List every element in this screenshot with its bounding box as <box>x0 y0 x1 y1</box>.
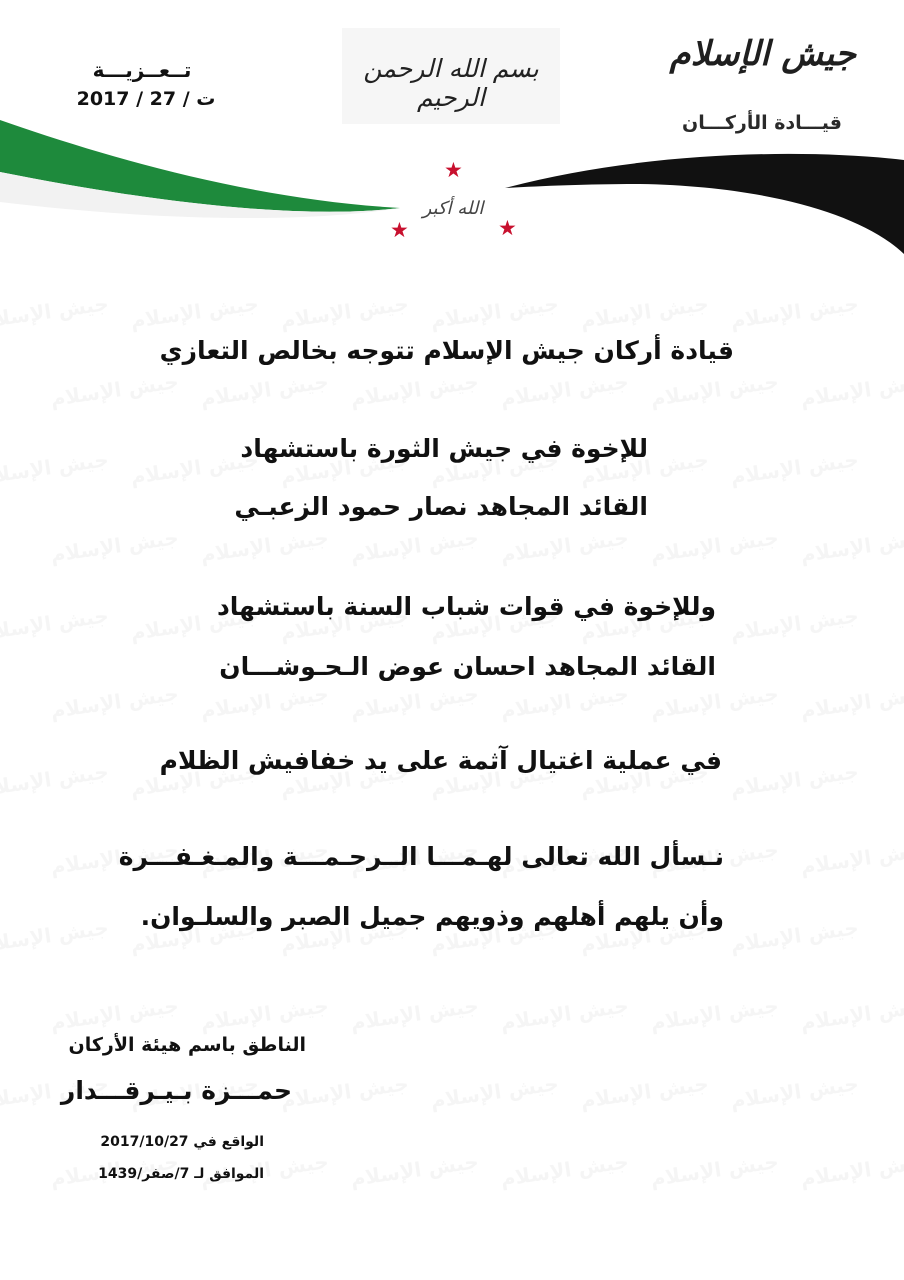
watermark-logo <box>349 369 480 411</box>
watermark-logo <box>499 525 630 567</box>
watermark-logo <box>579 291 710 333</box>
flag-swoosh-graphic <box>0 112 904 272</box>
watermark-logo <box>0 759 110 801</box>
statement-line-6: نـسأل الله تعالى لهـمـــا الــرحـمـــة والمـغـفـــرة <box>118 842 724 871</box>
red-star-icon: ★ <box>390 218 409 242</box>
takbir-calligraphy: الله أكبر <box>422 198 484 219</box>
statement-line-3: وللإخوة في قوات شباب السنة باستشهاد <box>216 592 716 621</box>
watermark-logo <box>649 1149 780 1191</box>
watermark-logo <box>799 681 904 723</box>
watermark-logo <box>349 681 480 723</box>
statement-line-4: القائد المجاهد احسان عوض الـحـوشـــان <box>219 652 716 681</box>
document-reference: ت / 27 / 2017 <box>76 88 216 110</box>
watermark-logo <box>649 993 780 1035</box>
spokesperson-name: حمـــزة بـيـرقـــدار <box>60 1076 292 1105</box>
watermark-logo <box>649 525 780 567</box>
watermark-logo <box>499 681 630 723</box>
watermark-logo <box>349 1149 480 1191</box>
watermark-logo <box>799 525 904 567</box>
watermark-logo <box>0 447 110 489</box>
basmala-calligraphy <box>342 28 560 124</box>
watermark-logo <box>429 291 560 333</box>
document-type: تــعــزيـــة <box>92 58 192 82</box>
watermark-logo <box>729 915 860 957</box>
watermark-logo <box>199 993 330 1035</box>
statement-title: قيادة أركان جيش الإسلام تتوجه بخالص التعازي <box>159 336 734 365</box>
watermark-logo <box>729 447 860 489</box>
statement-line-1: للإخوة في جيش الثورة باستشهاد <box>240 434 648 463</box>
statement-line-7: وأن يلهم أهلهم وذويهم جميل الصبر والسلـوان. <box>140 902 724 931</box>
watermark-logo <box>49 993 180 1035</box>
watermark-logo <box>349 993 480 1035</box>
red-star-icon: ★ <box>444 158 463 182</box>
black-swoosh <box>505 154 904 254</box>
watermark-logo <box>0 291 110 333</box>
watermark-logo <box>49 369 180 411</box>
watermark-logo <box>0 915 110 957</box>
watermark-logo <box>499 1149 630 1191</box>
watermark-logo <box>729 759 860 801</box>
watermark-logo <box>729 603 860 645</box>
hijri-date: الموافق لـ 7/صفر/1439 <box>98 1166 264 1182</box>
organization-logo: جيش الإسلام <box>669 34 856 74</box>
watermark-logo <box>799 837 904 879</box>
gregorian-date: الواقع في 2017/10/27 <box>100 1134 264 1150</box>
watermark-logo <box>49 681 180 723</box>
watermark-logo <box>799 993 904 1035</box>
watermark-logo <box>649 369 780 411</box>
watermark-logo <box>499 993 630 1035</box>
spokesperson-title: الناطق باسم هيئة الأركان <box>68 1034 306 1056</box>
issuing-authority: قيـــادة الأركـــان <box>682 112 842 134</box>
watermark-logo <box>279 1071 410 1113</box>
watermark-logo <box>579 1071 710 1113</box>
watermark-logo <box>199 681 330 723</box>
watermark-logo <box>129 291 260 333</box>
watermark-logo <box>199 525 330 567</box>
watermark-logo <box>199 369 330 411</box>
watermark-logo <box>0 603 110 645</box>
watermark-logo <box>649 681 780 723</box>
watermark-logo <box>499 369 630 411</box>
watermark-logo <box>729 1071 860 1113</box>
watermark-logo <box>429 1071 560 1113</box>
statement-line-2: القائد المجاهد نصار حمود الزعبـي <box>234 492 648 521</box>
statement-line-5: في عملية اغتيال آثمة على يد خفافيش الظلام <box>159 746 722 775</box>
basmala-text: بسم الله الرحمن الرحيم <box>363 54 539 112</box>
watermark-logo <box>729 291 860 333</box>
watermark-logo <box>799 1149 904 1191</box>
watermark-logo <box>799 369 904 411</box>
red-star-icon: ★ <box>498 216 517 240</box>
watermark-logo <box>349 525 480 567</box>
watermark-logo <box>49 525 180 567</box>
watermark-logo <box>279 291 410 333</box>
